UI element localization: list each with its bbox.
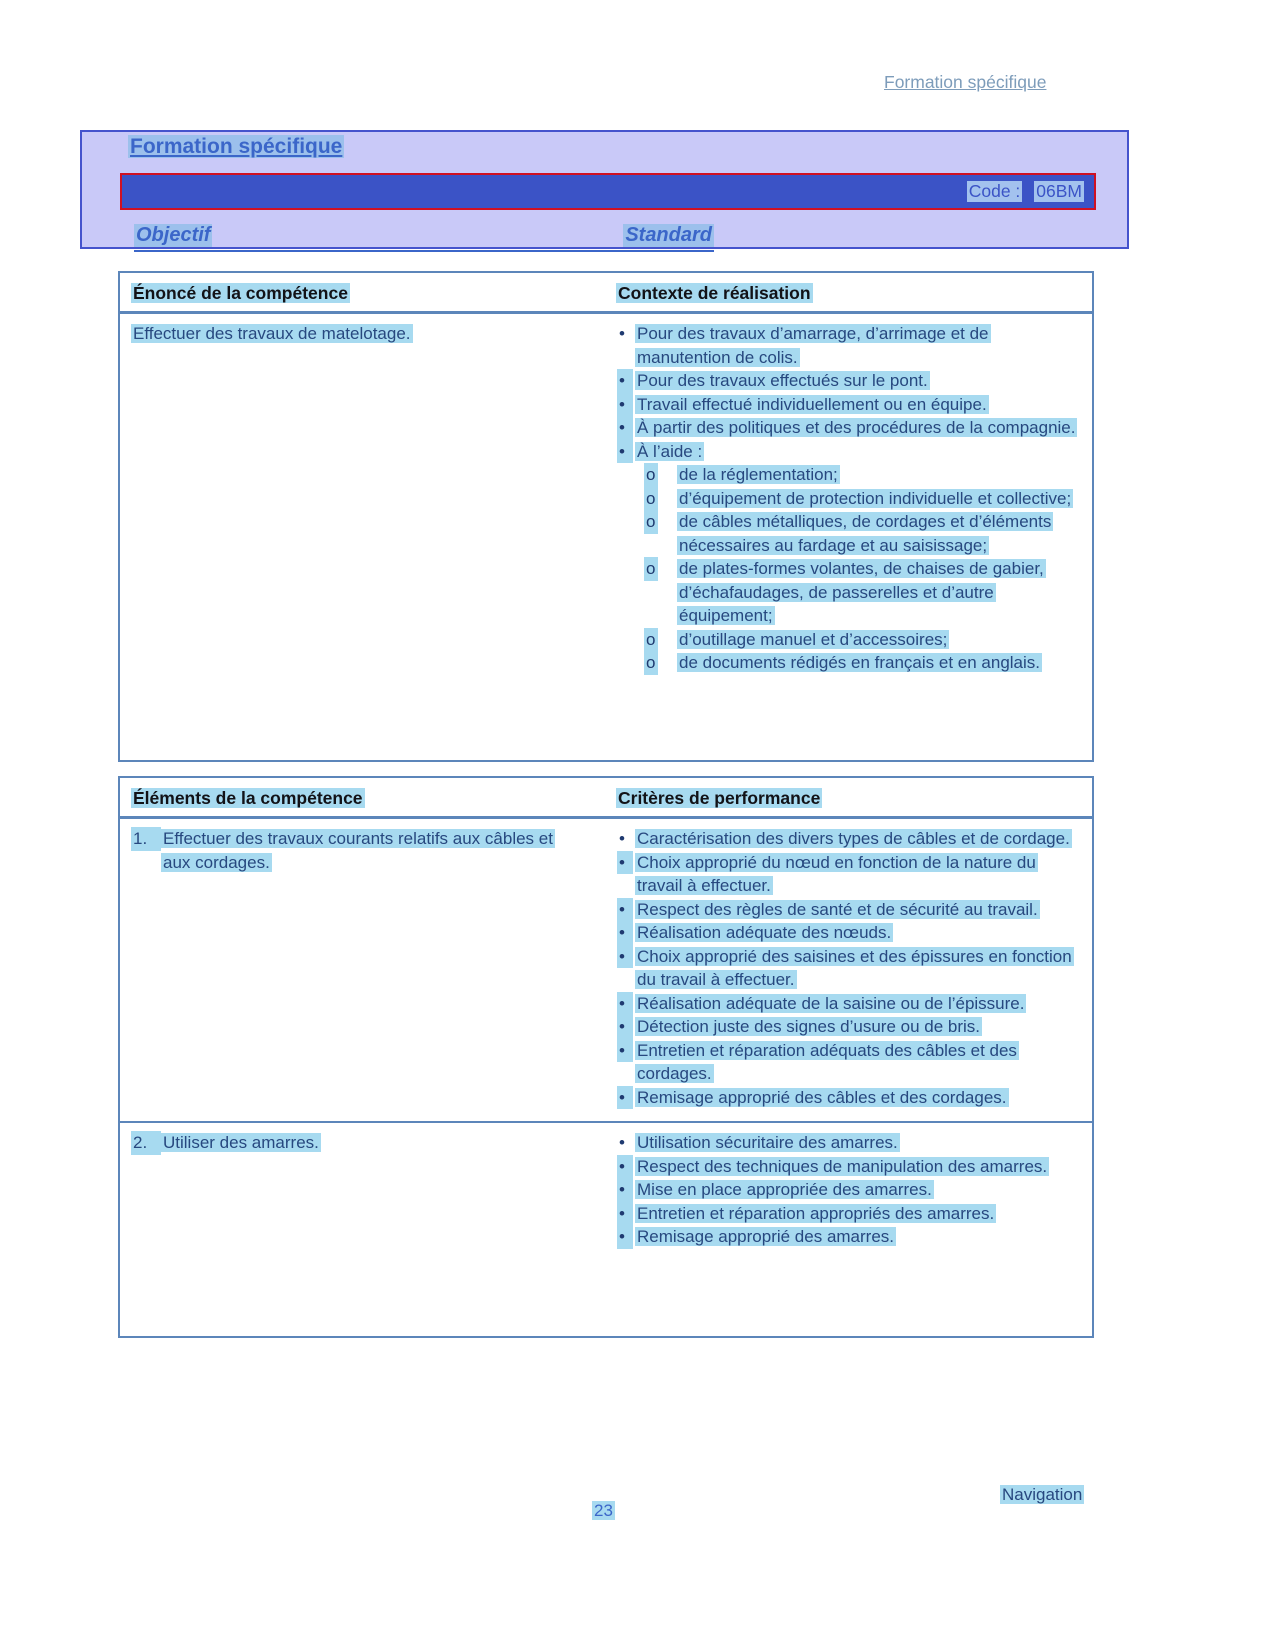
code-bar xyxy=(120,173,1096,210)
list-item xyxy=(617,1086,1080,1110)
bullet-icon: • xyxy=(617,1015,633,1039)
list-item xyxy=(617,827,1080,851)
competence-row xyxy=(120,314,1092,687)
aide-subitem: de plates-formes volantes, de chaises de gabier, d’échafaudages, de passerelles et d’autre équipement; xyxy=(679,559,1044,625)
code-value: 06BM xyxy=(1036,181,1082,201)
element-cell xyxy=(120,827,602,1109)
aide-subitem: d’équipement de protection individuelle et collective; xyxy=(679,488,1072,508)
context-list xyxy=(602,322,1092,675)
sub-list-item xyxy=(617,651,1080,675)
criteria-item: Entretien et réparation appropriés des amarres. xyxy=(637,1203,995,1223)
sub-bullet-icon: o xyxy=(644,487,658,511)
section-banner xyxy=(80,130,1129,249)
list-item xyxy=(617,992,1080,1016)
header-enonce: Énoncé de la compétence xyxy=(133,283,348,303)
list-item xyxy=(617,1202,1080,1226)
bullet-icon: • xyxy=(617,1202,633,1226)
element-row-2 xyxy=(120,1121,1092,1261)
bullet-icon: • xyxy=(617,393,633,417)
bullet-icon: • xyxy=(617,1039,633,1063)
criteria-list xyxy=(602,827,1092,1109)
criteria-item: Respect des techniques de manipulation des amarres. xyxy=(637,1156,1048,1176)
list-item xyxy=(617,440,1080,464)
list-item xyxy=(617,1225,1080,1249)
list-item xyxy=(617,369,1080,393)
code-label: Code : xyxy=(968,181,1021,201)
sub-bullet-icon: o xyxy=(644,510,658,534)
criteria-item: Choix approprié du nœud en fonction de la nature du travail à effectuer. xyxy=(637,852,1036,895)
page-number: 23 xyxy=(594,1501,613,1520)
criteria-item: Caractérisation des divers types de câbles et de cordage. xyxy=(637,829,1070,848)
element-row-1 xyxy=(120,819,1092,1121)
list-item xyxy=(617,393,1080,417)
sub-bullet-icon: o xyxy=(644,651,658,675)
bullet-icon: • xyxy=(617,1086,633,1110)
sub-list-item xyxy=(617,463,1080,487)
elements-table-header xyxy=(120,778,1092,819)
element-number: 1. xyxy=(131,827,161,851)
element-number: 2. xyxy=(131,1131,161,1155)
standard-label: Standard xyxy=(625,224,712,246)
list-item xyxy=(617,945,1080,992)
list-item xyxy=(617,1178,1080,1202)
objectif-label: Objectif xyxy=(136,224,211,246)
competence-statement: Effectuer des travaux de matelotage. xyxy=(133,324,411,343)
bullet-icon: • xyxy=(617,945,633,969)
criteria-item: Respect des règles de santé et de sécurité au travail. xyxy=(637,899,1038,919)
criteria-item: Détection juste des signes d’usure ou de bris. xyxy=(637,1017,981,1036)
bullet-icon: • xyxy=(619,829,625,848)
navigation-link[interactable]: Navigation xyxy=(1002,1485,1083,1504)
sub-bullet-icon: o xyxy=(644,463,658,487)
bullet-icon: • xyxy=(617,992,633,1016)
criteria-item: Mise en place appropriée des amarres. xyxy=(637,1180,932,1199)
context-item: À partir des politiques et des procédures de la compagnie. xyxy=(637,418,1076,437)
bullet-icon: • xyxy=(619,324,625,343)
bullet-icon: • xyxy=(617,369,633,393)
running-header: Formation spécifique xyxy=(884,72,1047,92)
sub-bullet-icon: o xyxy=(644,628,658,652)
sub-list-item xyxy=(617,628,1080,652)
context-item: À l’aide : xyxy=(637,441,703,461)
competence-table xyxy=(118,271,1094,762)
bullet-icon: • xyxy=(617,921,633,945)
bullet-icon: • xyxy=(617,851,633,875)
list-item xyxy=(617,921,1080,945)
sub-bullet-icon: o xyxy=(644,557,658,581)
sub-list-item xyxy=(617,557,1080,628)
list-item xyxy=(617,322,1080,369)
criteria-item: Utilisation sécuritaire des amarres. xyxy=(637,1133,898,1152)
aide-subitem: de la réglementation; xyxy=(679,465,838,484)
list-item xyxy=(617,851,1080,898)
section-title xyxy=(128,135,344,159)
objectif-standard-row xyxy=(134,224,714,252)
criteria-item: Réalisation adéquate de la saisine ou de l’épissure. xyxy=(637,993,1025,1013)
elements-table xyxy=(118,776,1094,1338)
bullet-icon: • xyxy=(617,1225,633,1249)
list-item xyxy=(617,1039,1080,1086)
list-item xyxy=(617,898,1080,922)
element-text: Effectuer des travaux courants relatifs aux câbles et aux cordages. xyxy=(163,829,553,872)
bullet-icon: • xyxy=(617,1155,633,1179)
bullet-icon: • xyxy=(619,1133,625,1152)
criteria-item: Réalisation adéquate des nœuds. xyxy=(637,923,892,942)
list-item xyxy=(617,416,1080,440)
criteria-item: Entretien et réparation adéquats des câbles et des cordages. xyxy=(637,1040,1017,1083)
bullet-icon: • xyxy=(617,416,633,440)
context-item: Pour des travaux effectués sur le pont. xyxy=(637,371,928,390)
list-item xyxy=(617,1015,1080,1039)
aide-subitem: de documents rédigés en français et en anglais. xyxy=(679,653,1041,672)
header-contexte: Contexte de réalisation xyxy=(618,283,811,303)
header-criteres: Critères de performance xyxy=(618,788,821,808)
element-cell xyxy=(120,1131,602,1249)
competence-table-header xyxy=(120,273,1092,314)
section-title-text: Formation spécifique xyxy=(130,135,343,158)
sub-list-item xyxy=(617,510,1080,557)
criteria-list xyxy=(602,1131,1092,1249)
competence-statement-cell xyxy=(120,322,602,675)
element-text: Utiliser des amarres. xyxy=(163,1133,319,1152)
aide-subitem: d’outillage manuel et d’accessoires; xyxy=(679,629,948,649)
sub-list-item xyxy=(617,487,1080,511)
bullet-icon: • xyxy=(617,440,633,464)
bullet-icon: • xyxy=(617,1178,633,1202)
aide-subitem: de câbles métalliques, de cordages et d’éléments nécessaires au fardage et au saisissage; xyxy=(679,512,1052,555)
list-item xyxy=(617,1131,1080,1155)
bullet-icon: • xyxy=(617,898,633,922)
list-item xyxy=(617,1155,1080,1179)
criteria-item: Remisage approprié des câbles et des cordages. xyxy=(637,1087,1007,1107)
context-item: Travail effectué individuellement ou en équipe. xyxy=(637,394,987,414)
header-elements: Éléments de la compétence xyxy=(133,788,363,808)
context-item: Pour des travaux d’amarrage, d’arrimage et de manutention de colis. xyxy=(637,324,989,367)
criteria-item: Remisage approprié des amarres. xyxy=(637,1227,895,1246)
criteria-item: Choix approprié des saisines et des épissures en fonction du travail à effectuer. xyxy=(637,946,1072,989)
